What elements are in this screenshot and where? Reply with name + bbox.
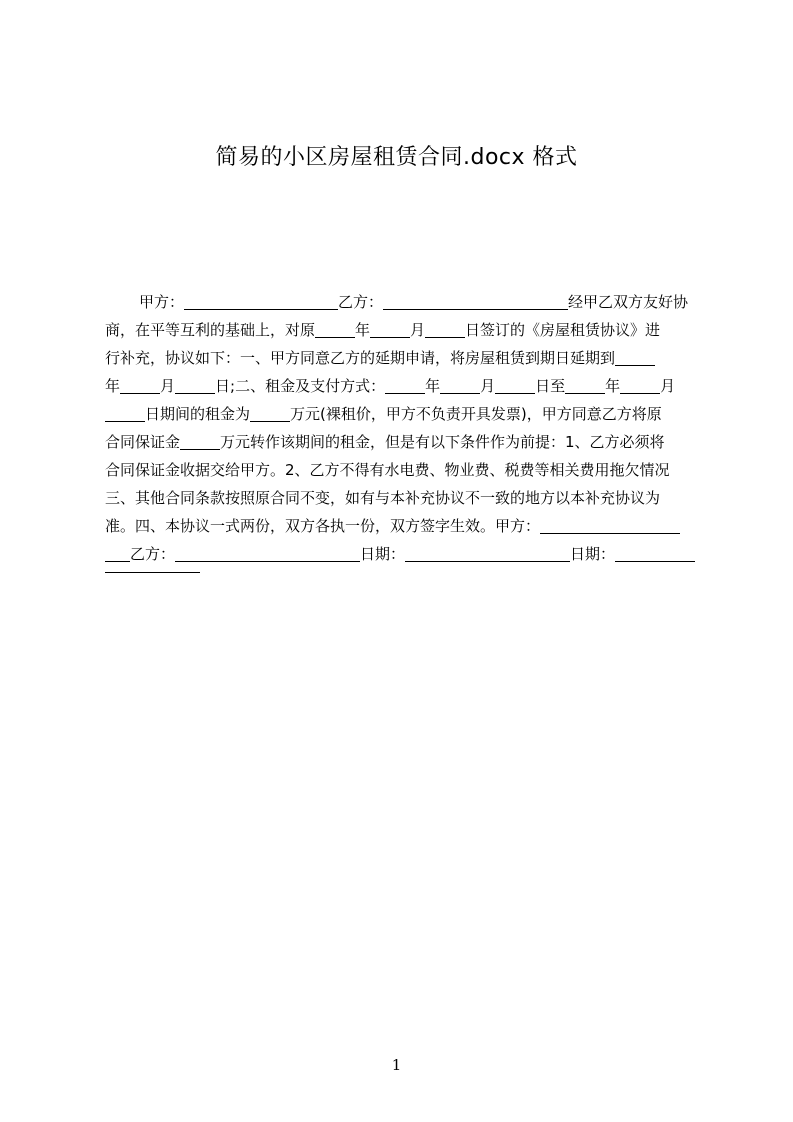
blank-field xyxy=(105,403,145,422)
text-segment: 年 xyxy=(355,321,371,339)
blank-field xyxy=(540,515,680,534)
text-segment: 三、其他合同条款按照原合同不变，如有与本补充协议不一致的地方以本补充协议为 xyxy=(105,489,661,507)
blank-field xyxy=(615,347,655,366)
text-segment: 月 xyxy=(160,377,176,395)
page-number: 1 xyxy=(391,1056,402,1074)
body-line xyxy=(105,540,699,568)
text-segment: 日;二、租金及支付方式： xyxy=(215,377,386,395)
blank-field xyxy=(440,375,480,394)
text-segment: 商，在平等互利的基础上，对原 xyxy=(105,321,316,339)
contract-body xyxy=(105,288,699,568)
text-segment: 万元(裸租价，甲方不负责开具发票)，甲方同意乙方将原 xyxy=(290,405,662,423)
body-line xyxy=(105,512,699,540)
blank-field xyxy=(250,403,290,422)
blank-field xyxy=(425,319,465,338)
text-segment: 年 xyxy=(425,377,441,395)
body-line xyxy=(105,428,699,456)
text-segment: 合同保证金收据交给甲方。2、乙方不得有水电费、物业费、税费等相关费用拖欠情况 xyxy=(105,461,670,479)
text-segment: 行补充，协议如下：一、甲方同意乙方的延期申请，将房屋租赁到期日延期到 xyxy=(105,349,616,367)
text-segment: 年 xyxy=(605,377,621,395)
text-segment: 甲方： xyxy=(139,293,185,311)
blank-field xyxy=(175,375,215,394)
text-segment: 乙方： xyxy=(130,545,176,563)
blank-field xyxy=(184,291,338,310)
blank-field xyxy=(615,543,695,562)
blank-field xyxy=(180,431,220,450)
body-line xyxy=(105,344,699,372)
body-line xyxy=(105,456,699,484)
text-segment: 月 xyxy=(410,321,426,339)
text-segment: 年 xyxy=(105,377,121,395)
text-segment: 日期： xyxy=(360,545,406,563)
blank-field xyxy=(620,375,660,394)
text-segment: 日期： xyxy=(570,545,616,563)
text-segment: 日期间的租金为 xyxy=(145,405,251,423)
blank-field xyxy=(383,291,568,310)
blank-field xyxy=(105,543,130,562)
body-line xyxy=(105,484,699,512)
text-segment: 月 xyxy=(480,377,496,395)
body-line xyxy=(105,400,699,428)
body-line xyxy=(105,288,699,316)
text-segment: 乙方： xyxy=(338,293,384,311)
text-segment: 经甲乙双方友好协 xyxy=(568,293,689,311)
blank-field xyxy=(385,375,425,394)
text-segment: 万元转作该期间的租金，但是有以下条件作为前提：1、乙方必须将 xyxy=(220,433,665,451)
blank-field xyxy=(405,543,570,562)
blank-field xyxy=(105,572,200,573)
blank-field xyxy=(315,319,355,338)
text-segment: 日至 xyxy=(535,377,566,395)
text-segment: 月 xyxy=(660,377,676,395)
text-segment: 准。四、本协议一式两份，双方各执一份，双方签字生效。甲方： xyxy=(105,517,541,535)
blank-field xyxy=(565,375,605,394)
blank-field xyxy=(370,319,410,338)
body-line xyxy=(105,372,699,400)
blank-field xyxy=(495,375,535,394)
blank-field xyxy=(120,375,160,394)
text-segment: 日签订的《房屋租赁协议》进 xyxy=(465,321,661,339)
text-segment: 合同保证金 xyxy=(105,433,181,451)
body-line xyxy=(105,316,699,344)
blank-field xyxy=(175,543,360,562)
document-title: 简易的小区房屋租赁合同.docx 格式 xyxy=(215,145,578,170)
